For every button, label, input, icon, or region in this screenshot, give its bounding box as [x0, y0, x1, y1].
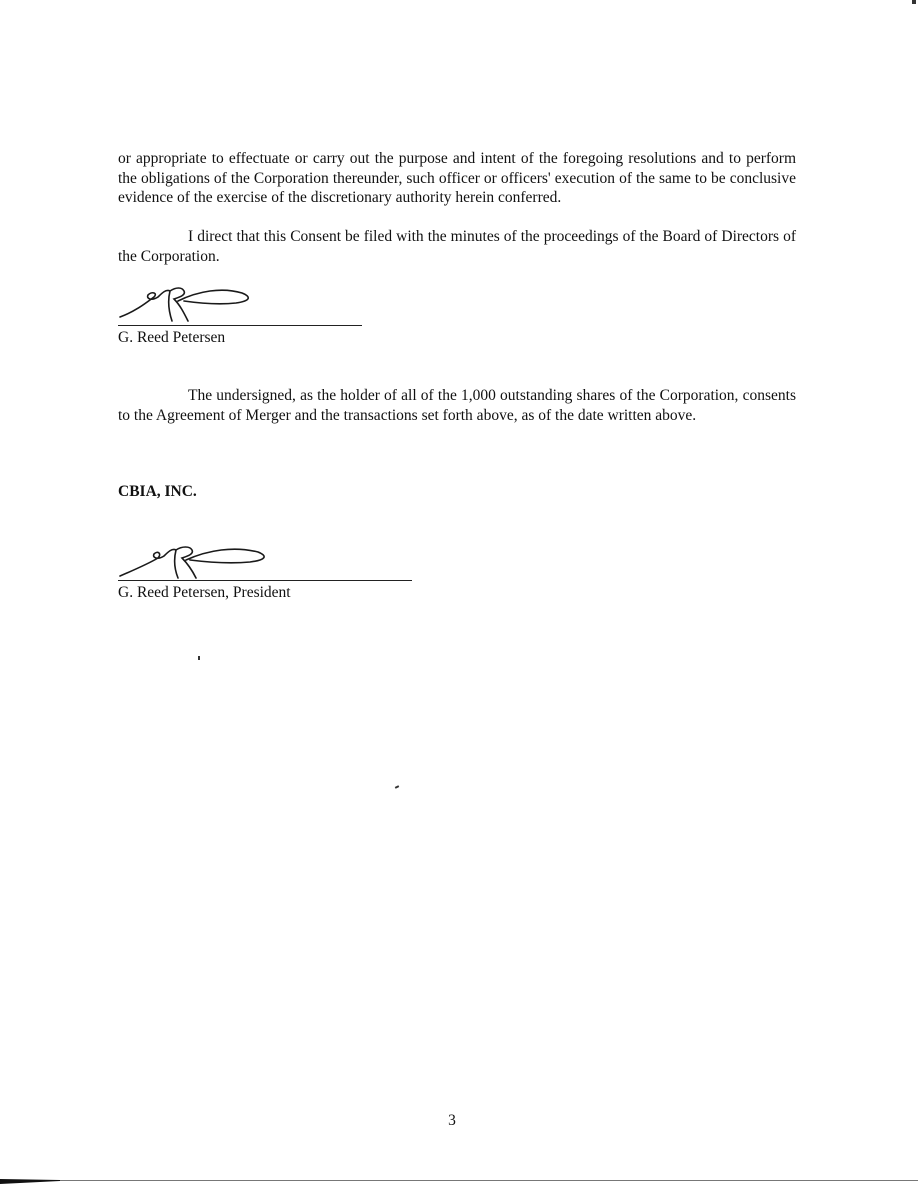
signature-line: [118, 580, 412, 581]
signatory-name: G. Reed Petersen: [118, 329, 226, 346]
signatory-name: G. Reed Petersen, President: [118, 584, 291, 601]
scan-edge-mark: [0, 1176, 60, 1184]
signature-block-president: [118, 538, 412, 602]
scan-speck: [395, 785, 399, 789]
page-bottom-edge: [40, 1180, 918, 1181]
paragraph-resolution-authority: or appropriate to effectuate or carry out the purpose and intent of the foregoing resolutions and to perform the obligations of the Corporation thereunder, such officer or officers' execution of the same to be conclusive evidence of the exercise of the discretionary authority herein conferred.: [118, 150, 796, 206]
page-number: 3: [448, 1112, 456, 1129]
scan-speck: [912, 0, 916, 4]
company-name: CBIA, INC.: [118, 483, 197, 500]
handwritten-signature: [118, 283, 268, 325]
paragraph-consent-filing: I direct that this Consent be filed with the minutes of the proceedings of the Board of Directors of the Corporation.: [118, 228, 796, 265]
signature-line: [118, 325, 362, 326]
signature-block-director: [118, 283, 362, 347]
paragraph-shareholder-consent: The undersigned, as the holder of all of the 1,000 outstanding shares of the Corporation, consents to the Agreement of Merger and the transactions set forth above, as of the date written above.: [118, 387, 796, 424]
handwritten-signature: [118, 538, 278, 580]
scan-speck: [198, 656, 200, 660]
